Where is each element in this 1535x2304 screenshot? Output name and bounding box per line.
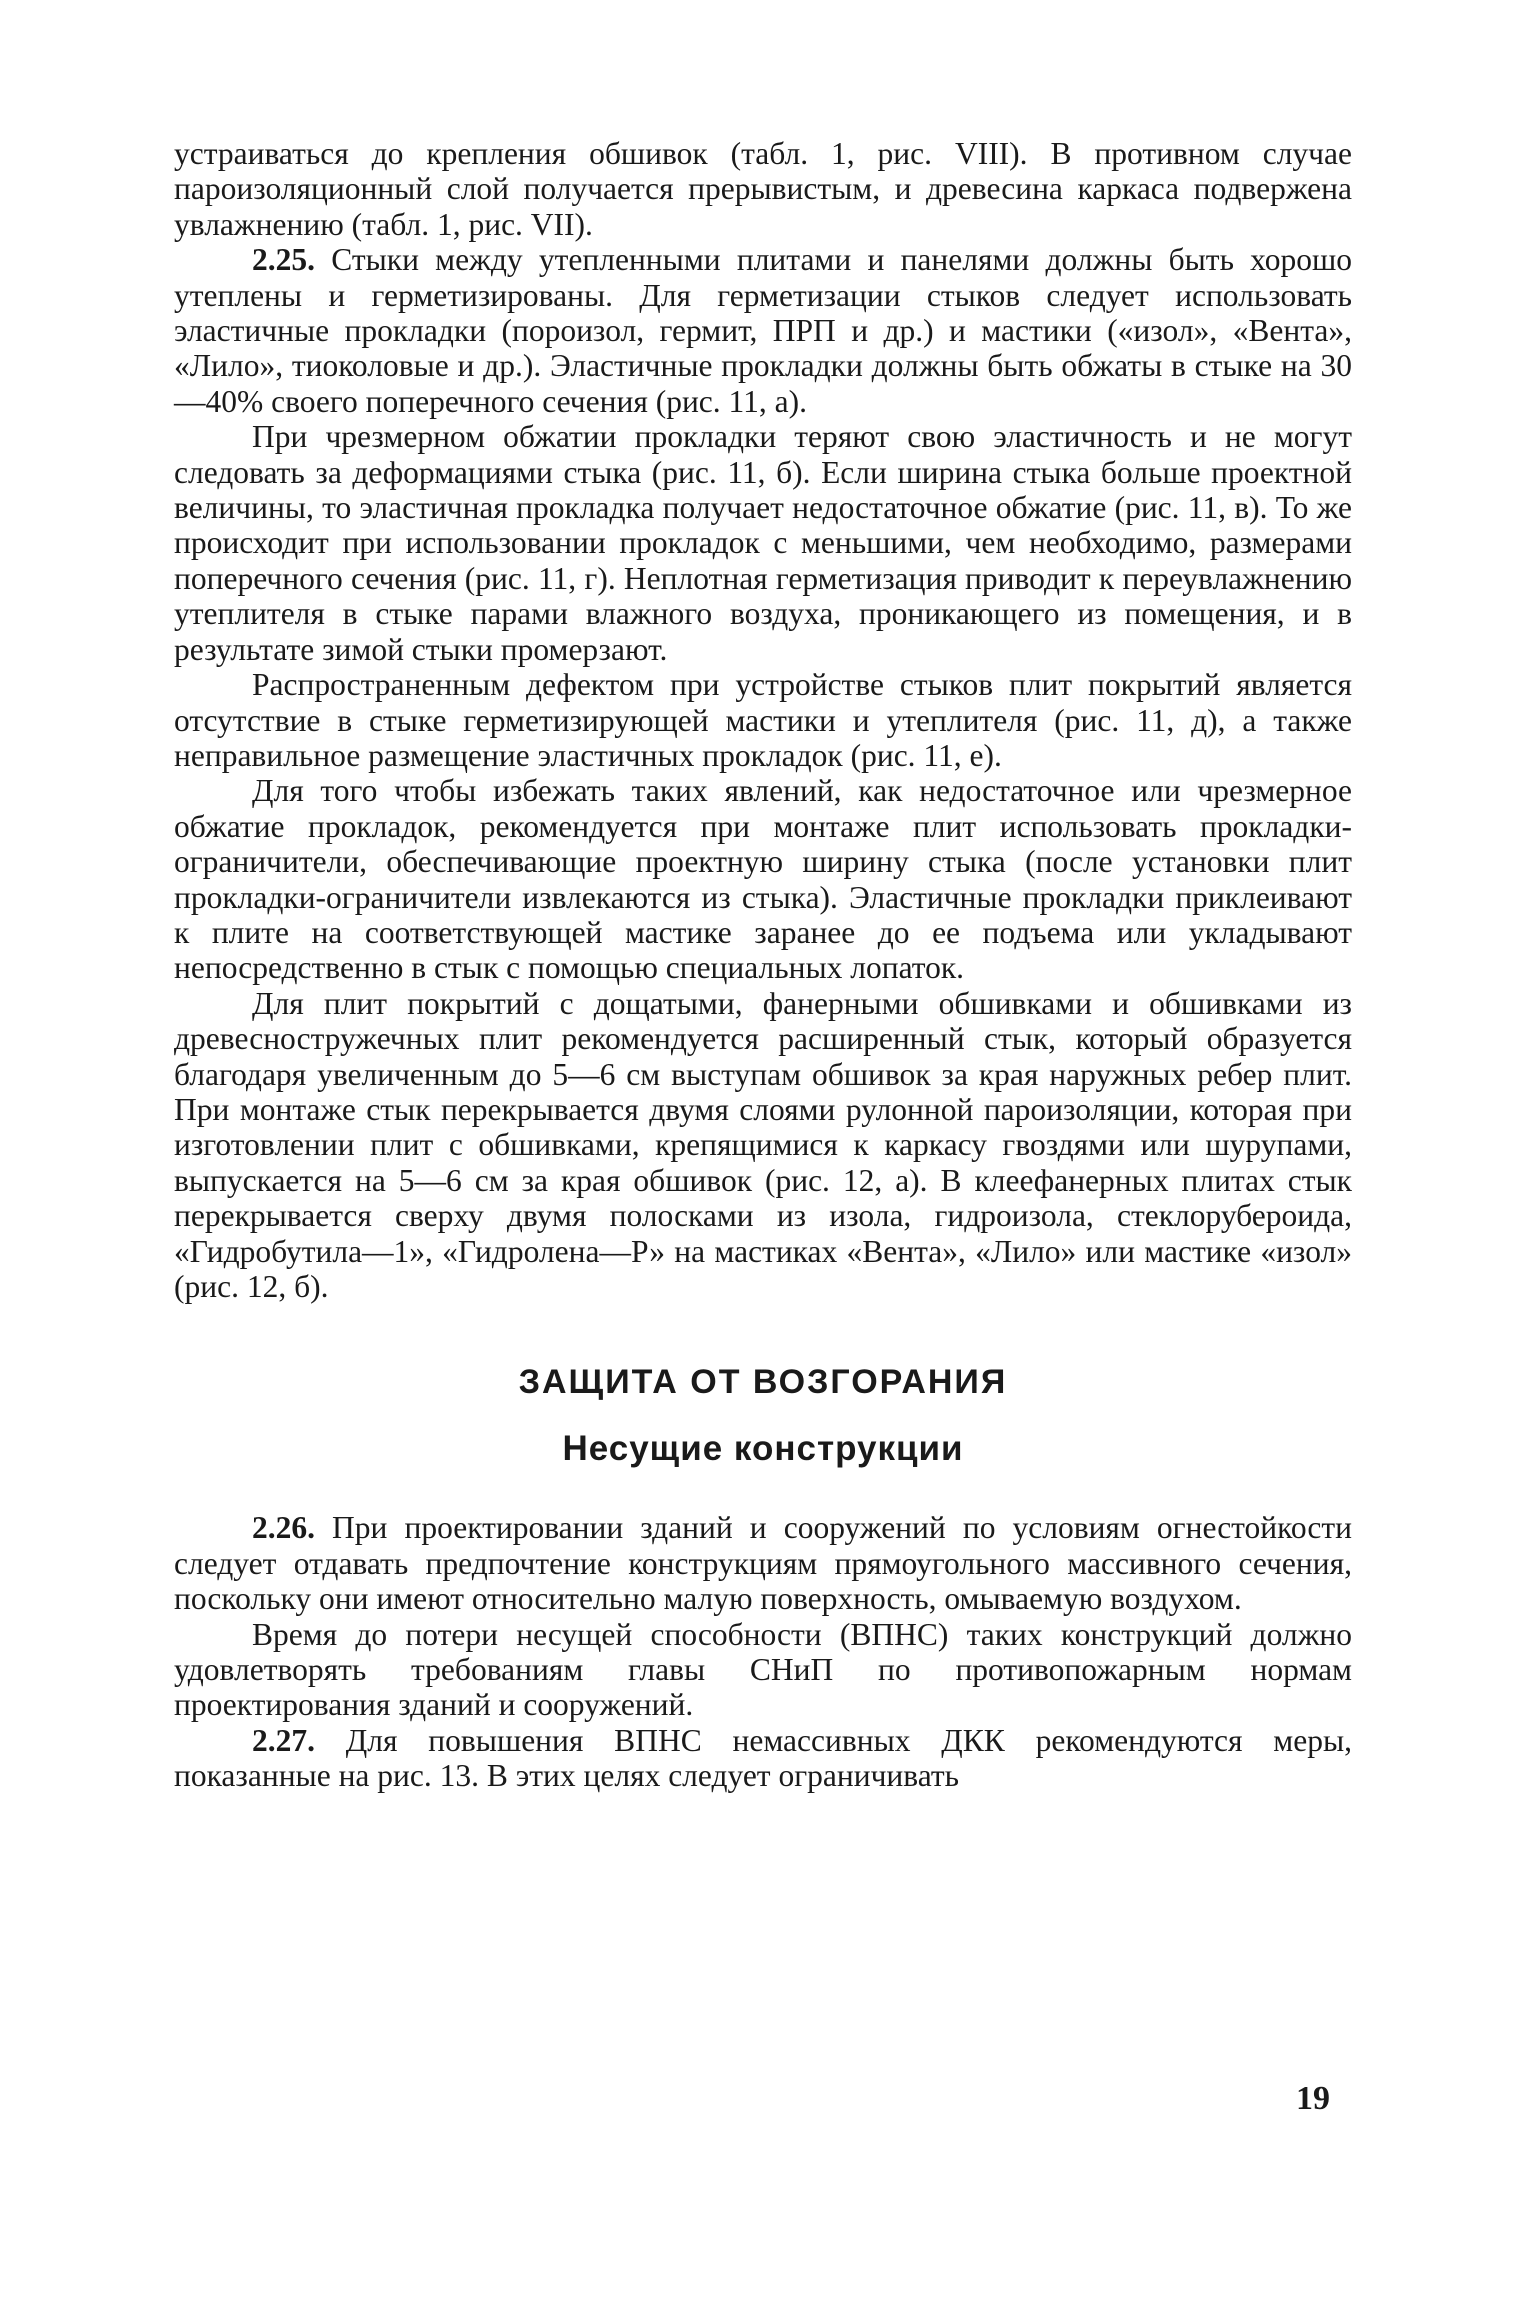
paragraph-overcompression (174, 419, 1352, 667)
paragraph-continuation (174, 136, 1352, 242)
paragraph-vpns (174, 1617, 1352, 1723)
paragraph-2-27 (174, 1723, 1352, 1794)
paragraph-text: Для повышения ВПНС немассивных ДКК рекомендуются меры, показанные на рис. 13. В этих целях следует ограничивать (174, 1722, 1352, 1794)
section-heading: ЗАЩИТА ОТ ВОЗГОРАНИЯ (518, 1363, 1008, 1402)
paragraph-text: Для плит покрытий с дощатыми, фанерными обшивками и обшивками из древесностружечных плит рекомендуется расширенный стык, который образуется благодаря увеличенным до 5—6 см выступам обшивок за края наружных ребер плит. При монтаже стык перекрывается двумя слоями рулонной пароизоляции, которая при изготовлении плит с обшивками, крепящимися к каркасу гвоздями или шурупами, выпускается на 5—6 см за края обшивок (рис. 12, а). В клеефанерных плитах стык перекрывается сверху двумя полосками из изола, гидроизола, стеклорубероида, «Гидробутила—1», «Гидролена—Р» на мастиках «Вента», «Лило» или мастике «изол» (рис. 12, б). (174, 985, 1352, 1304)
paragraph-text: Время до потери несущей способности (ВПНС) таких конструкций должно удовлетворять требованиям главы СНиП по противопожарным нормам проектирования зданий и сооружений. (174, 1616, 1352, 1723)
page-content (174, 136, 1352, 1794)
clause-number: 2.27. (252, 1722, 315, 1758)
subsection-heading: Несущие конструкции (562, 1429, 964, 1469)
paragraph-text: Стыки между утепленными плитами и панелями должны быть хорошо утеплены и герметизированы. Для герметизации стыков следует использовать эластичные прокладки (пороизол, гермит, ПРП и др.) и мастики («изол», «Вента», «Лило», тиоколовые и др.). Эластичные прокладки должны быть обжаты в стыке на 30—40% своего поперечного сечения (рис. 11, а). (174, 242, 1352, 419)
page-number: 19 (1296, 2080, 1330, 2117)
paragraph-extended-joint (174, 986, 1352, 1305)
clause-number: 2.25. (252, 242, 315, 278)
paragraph-common-defect (174, 667, 1352, 773)
paragraph-text: При чрезмерном обжатии прокладки теряют свою эластичность и не могут следовать за деформациями стыка (рис. 11, б). Если ширина стыка больше проектной величины, то эластичная прокладка получает недостаточное обжатие (рис. 11, в). То же происходит при использовании прокладок с меньшими, чем необходимо, размерами поперечного сечения (рис. 11, г). Неплотная герметизация приводит к переувлажнению утеплителя в стыке парами влажного воздуха, проникающего из помещения, и в результате зимой стыки промерзают. (174, 419, 1352, 667)
paragraph-text: устраиваться до крепления обшивок (табл. 1, рис. VIII). В противном случае пароизоляционный слой получается прерывистым, и древесина каркаса подвержена увлажнению (табл. 1, рис. VII). (174, 136, 1352, 242)
paragraph-text: Для того чтобы избежать таких явлений, как недостаточное или чрезмерное обжатие прокладок, рекомендуется при монтаже плит использовать прокладки-ограничители, обеспечивающие проектную ширину стыка (после установки плит прокладки-ограничители извлекаются из стыка). Эластичные прокладки приклеивают к плите на соответствующей мастике заранее до ее подъема или укладывают непосредственно в стык с помощью специальных лопаток. (174, 773, 1352, 986)
paragraph-2-25 (174, 242, 1352, 419)
paragraph-limiters (174, 773, 1352, 985)
paragraph-text: При проектировании зданий и сооружений по условиям огнестойкости следует отдавать предпочтение конструкциям прямоугольного массивного сечения, поскольку они имеют относительно малую поверхность, омываемую воздухом. (174, 1510, 1352, 1617)
paragraph-text: Распространенным дефектом при устройстве стыков плит покрытий является отсутствие в стыке герметизирующей мастики и утеплителя (рис. 11, д), а также неправильное размещение эластичных прокладок (рис. 11, е). (174, 667, 1352, 773)
clause-number: 2.26. (252, 1510, 315, 1546)
paragraph-2-26 (174, 1510, 1352, 1616)
